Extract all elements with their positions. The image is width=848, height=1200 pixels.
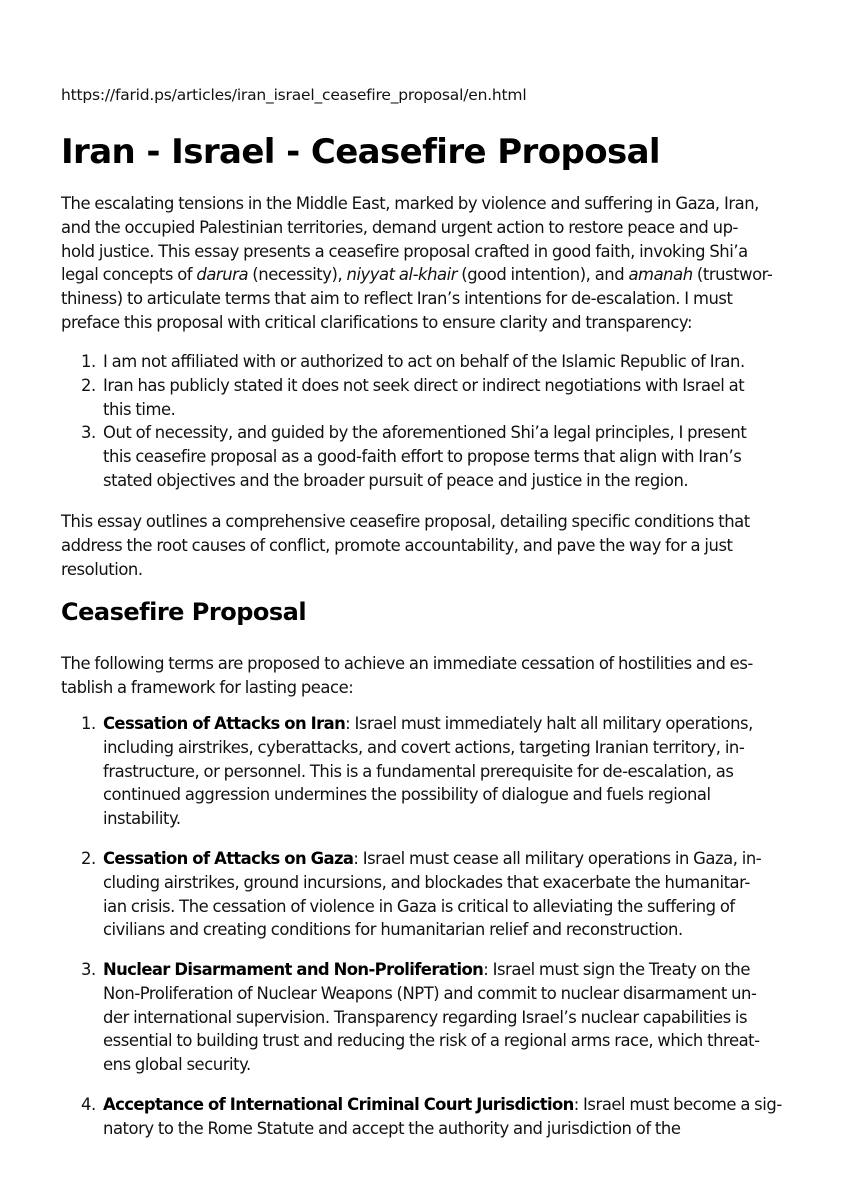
term-item (61, 847, 791, 942)
list-line (103, 1093, 791, 1117)
list-number: 2. (81, 849, 96, 868)
outline-line: resolution. (61, 559, 143, 579)
term-title: Acceptance of International Criminal Court Jurisdiction (103, 1095, 574, 1114)
list-line: Non-Proliferation of Nuclear Weapons (NPT) and commit to nuclear disarmament un- (103, 983, 757, 1003)
list-line: cluding airstrikes, ground incursions, and blockades that exacerbate the humanitar- (103, 872, 750, 892)
term-title: Cessation of Attacks on Gaza (103, 849, 354, 868)
list-line: civilians and creating conditions for humanitarian relief and reconstruction. (103, 920, 683, 940)
list-line: I am not affiliated with or authorized to act on behalf of the Islamic Republic of Iran. (103, 352, 745, 371)
intro-line: The escalating tensions in the Middle East, marked by violence and suffering in Gaza, Iran, (61, 194, 759, 213)
intro-line: preface this proposal with critical clarifications to ensure clarity and transparency: (61, 312, 693, 332)
term-text: : Israel must sign the Treaty on the (483, 960, 750, 979)
outline-line: address the root causes of conflict, promote accountability, and pave the way for a just (61, 535, 733, 555)
list-line: this time. (103, 399, 176, 419)
term-text: : Israel must become a sig- (573, 1095, 782, 1114)
list-number: 1. (81, 352, 96, 371)
clarification-item (61, 350, 791, 374)
intro-text: (good intention), and (457, 265, 629, 285)
list-line: natory to the Rome Statute and accept the authority and jurisdiction of the (103, 1118, 681, 1138)
list-line: ens global security. (103, 1055, 251, 1075)
page-url: https://farid.ps/articles/iran_israel_ceasefire_proposal/en.html (61, 86, 527, 104)
outline-line: This essay outlines a comprehensive ceasefire proposal, detailing specific conditions that (61, 512, 750, 531)
intro-text: (necessity), (248, 265, 347, 285)
clarification-item (61, 421, 791, 492)
list-line: this ceasefire proposal as a good-faith effort to propose terms that align with Iran’s (103, 447, 742, 467)
intro-line (61, 263, 791, 287)
list-line: der international supervision. Transparency regarding Israel’s nuclear capabilities is (103, 1007, 748, 1027)
page-title: Iran - Israel - Ceasefire Proposal (61, 132, 660, 172)
section-lead-paragraph (61, 652, 791, 700)
list-number: 1. (81, 714, 96, 733)
list-number: 2. (81, 375, 96, 395)
term-item (61, 1093, 791, 1141)
list-number: 3. (81, 423, 96, 443)
clarification-item (61, 374, 791, 422)
clarifications-list (61, 350, 791, 493)
term-text: : Israel must cease all military operations in Gaza, in- (353, 849, 762, 868)
list-number: 3. (81, 960, 96, 979)
intro-text: (trustwor- (692, 265, 773, 285)
list-line (103, 712, 791, 736)
term-title: Cessation of Attacks on Iran (103, 714, 346, 733)
term-title: Nuclear Disarmament and Non-Proliferation (103, 960, 484, 979)
list-line: Iran has publicly stated it does not seek direct or indirect negotiations with Israel at (103, 375, 745, 395)
list-line: stated objectives and the broader pursuit of peace and justice in the region. (103, 470, 689, 490)
term-item (61, 712, 791, 831)
term-item (61, 958, 791, 1077)
list-line: including airstrikes, cyberattacks, and covert actions, targeting Iranian territory, in- (103, 737, 745, 757)
outline-paragraph (61, 510, 791, 581)
intro-line: and the occupied Palestinian territories, demand urgent action to restore peace and up- (61, 217, 738, 237)
list-line: Out of necessity, and guided by the aforementioned Shi’a legal principles, I present (103, 423, 747, 443)
term-text: : Israel must immediately halt all military operations, (345, 714, 753, 733)
intro-text: legal concepts of (61, 265, 197, 285)
intro-line: hold justice. This essay presents a ceasefire proposal crafted in good faith, invoking Shi’a (61, 241, 748, 261)
term-amanah: amanah (628, 265, 693, 285)
list-line: frastructure, or personnel. This is a fundamental prerequisite for de-escalation, as (103, 761, 734, 781)
list-number: 4. (81, 1095, 96, 1114)
lead-line: tablish a framework for lasting peace: (61, 677, 354, 697)
term-darura: darura (196, 265, 249, 285)
list-line: instability. (103, 809, 181, 829)
list-line (103, 958, 791, 982)
term-niyyat-al-khair: niyyat al-khair (346, 265, 458, 285)
list-line: essential to building trust and reducing the risk of a regional arms race, which threat- (103, 1031, 760, 1051)
list-line (103, 847, 791, 871)
list-line: ian crisis. The cessation of violence in Gaza is critical to alleviating the suffering of (103, 896, 735, 916)
lead-line: The following terms are proposed to achieve an immediate cessation of hostilities and es- (61, 654, 753, 673)
intro-paragraph (61, 192, 791, 335)
section-heading: Ceasefire Proposal (61, 598, 307, 626)
intro-line: thiness) to articulate terms that aim to reflect Iran’s intentions for de-escalation. I must (61, 289, 733, 309)
list-line: continued aggression undermines the possibility of dialogue and fuels regional (103, 785, 711, 805)
